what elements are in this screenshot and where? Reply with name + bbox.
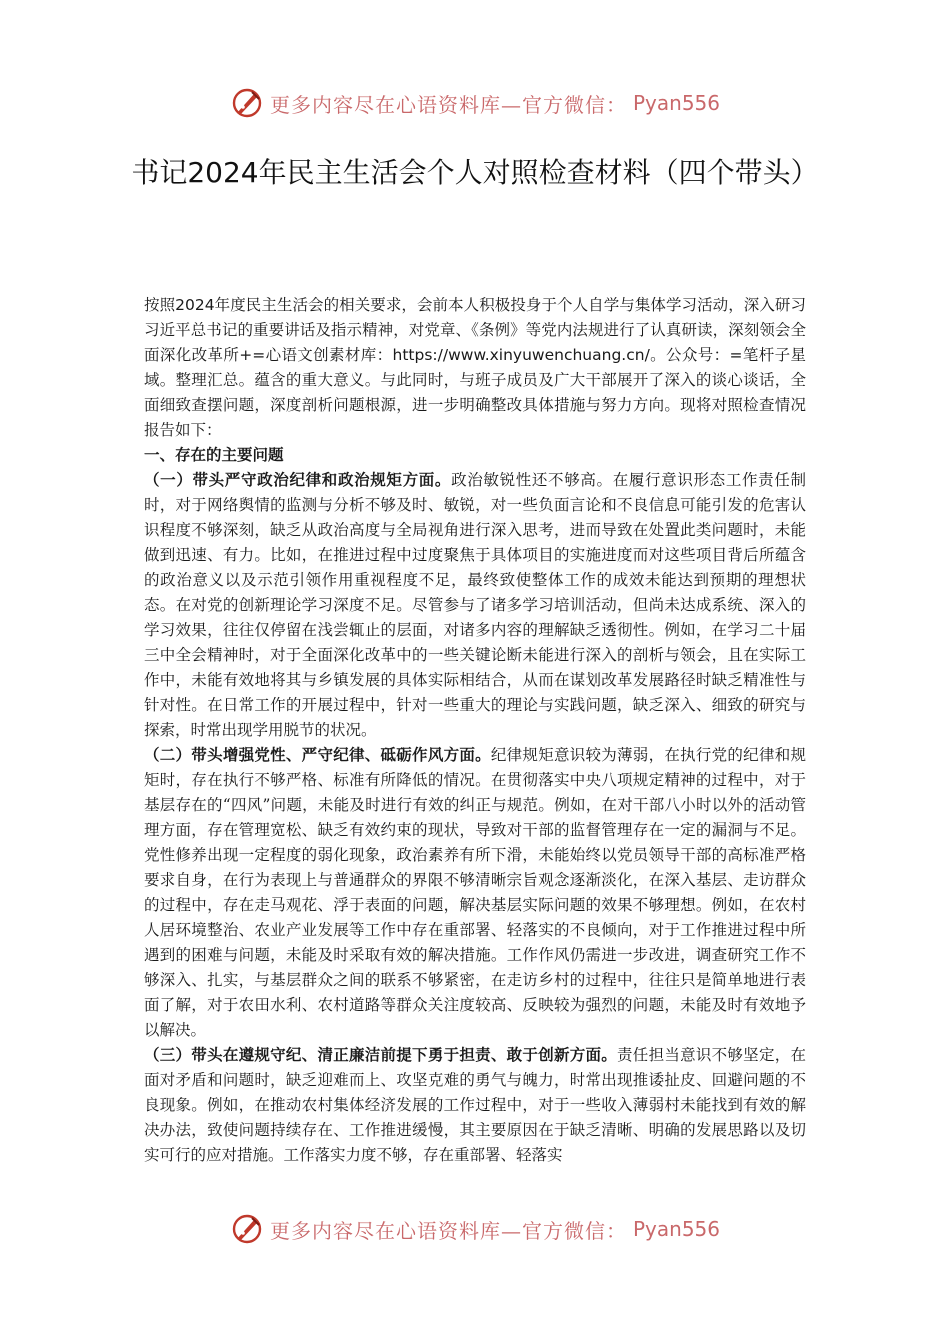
paragraph-2 — [144, 743, 806, 1043]
banner-text: 更多内容尽在心语资料库—官方微信： — [269, 92, 627, 117]
intro-paragraph: 按照2024年度民主生活会的相关要求，会前本人积极投身于个人自学与集体学习活动，深入研习习近平总书记的重要讲话及指示精神，对党章、《条例》等党内法规进行了认真研读，深刻领会全面深化改革所+=心语文创素材库：https://www.xinyuwenchuang.cn/。公众号：=笔杆子星域。整理汇总。蕴含的重大意义。与此同时，与班子成员及广大干部展开了深入的谈心谈话，全面细致查摆问题，深度剖析问题根源，进一步明确整改具体措施与努力方向。现将对照检查情况报告如下： — [144, 296, 806, 439]
paragraph-2-body: 纪律规矩意识较为薄弱，在执行党的纪律和规矩时，存在执行不够严格、标准有所降低的情况。在贯彻落实中央八项规定精神的过程中，对于基层存在的“四风”问题，未能及时进行有效的纠正与规范。例如，在对干部八小时以外的活动管理方面，存在管理宽松、缺乏有效约束的现状，导致对干部的监督管理存在一定的漏洞与不足。党性修养出现一定程度的弱化现象，政治素养有所下滑，未能始终以党员领导干部的高标准严格要求自身，在行为表现上与普通群众的界限不够清晰宗旨观念逐渐淡化，在深入基层、走访群众的过程中，存在走马观花、浮于表面的问题，解决基层实际问题的效果不够理想。例如，在农村人居环境整治、农业产业发展等工作中存在重部署、轻落实的不良倾向，对于工作推进过程中所遇到的困难与问题，未能及时采取有效的解决措施。工作作风仍需进一步改进，调查研究工作不够深入、扎实，与基层群众之间的联系不够紧密，在走访乡村的过程中，往往只是简单地进行表面了解，对于农田水利、农村道路等群众关注度较高、反映较为强烈的问题，未能及时有效地予以解决。 — [144, 746, 806, 1039]
section-heading: 一、存在的主要问题 — [144, 446, 284, 464]
paragraph-1-lead: （一）带头严守政治纪律和政治规矩方面。 — [144, 471, 452, 489]
footer-banner — [0, 1209, 950, 1249]
page-title: 书记2024年民主生活会个人对照检查材料（四个带头） — [131, 156, 819, 189]
banner-contact: Pyan556 — [632, 91, 720, 115]
paragraph-1 — [144, 468, 806, 743]
paragraph-3 — [144, 1043, 806, 1168]
paragraph-1-body: 政治敏锐性还不够高。在履行意识形态工作责任制时，对于网络舆情的监测与分析不够及时、敏锐，对一些负面言论和不良信息可能引发的危害认识程度不够深刻，缺乏从政治高度与全局视角进行深入思考，进而导致在处置此类问题时，未能做到迅速、有力。比如，在推进过程中过度聚焦于具体项目的实施进度而对这些项目背后所蕴含的政治意义以及示范引领作用重视程度不足，最终致使整体工作的成效未能达到预期的理想状态。在对党的创新理论学习深度不足。尽管参与了诸多学习培训活动，但尚未达成系统、深入的学习效果，往往仅停留在浅尝辄止的层面，对诸多内容的理解缺乏透彻性。例如，在学习二十届三中全会精神时，对于全面深化改革中的一些关键论断未能进行深入的剖析与领会，且在实际工作中，未能有效地将其与乡镇发展的具体实际相结合，从而在谋划改革发展路径时缺乏精准性与针对性。在日常工作的开展过程中，针对一些重大的理论与实践问题，缺乏深入、细致的研究与探索，时常出现学用脱节的状况。 — [144, 471, 806, 739]
paragraph-3-lead: （三）带头在遵规守纪、清正廉洁前提下勇于担责、敢于创新方面。 — [144, 1046, 618, 1064]
paragraph-2-lead: （二）带头增强党性、严守纪律、砥砺作风方面。 — [144, 746, 491, 764]
document-body — [144, 293, 806, 1168]
quill-pen-logo-icon — [230, 1212, 264, 1246]
quill-pen-logo-icon — [230, 86, 264, 120]
paragraph-3-body: 责任担当意识不够坚定，在面对矛盾和问题时，缺乏迎难而上、攻坚克难的勇气与魄力，时常出现推诿扯皮、回避问题的不良现象。例如，在推动农村集体经济发展的工作过程中，对于一些收入薄弱村未能找到有效的解决办法，致使问题持续存在、工作推进缓慢，其主要原因在于缺乏清晰、明确的发展思路以及切实可行的应对措施。工作落实力度不够，存在重部署、轻落实 — [144, 1046, 806, 1164]
banner-contact: Pyan556 — [632, 1217, 720, 1241]
header-banner — [0, 83, 950, 123]
banner-text: 更多内容尽在心语资料库—官方微信： — [269, 1218, 627, 1243]
